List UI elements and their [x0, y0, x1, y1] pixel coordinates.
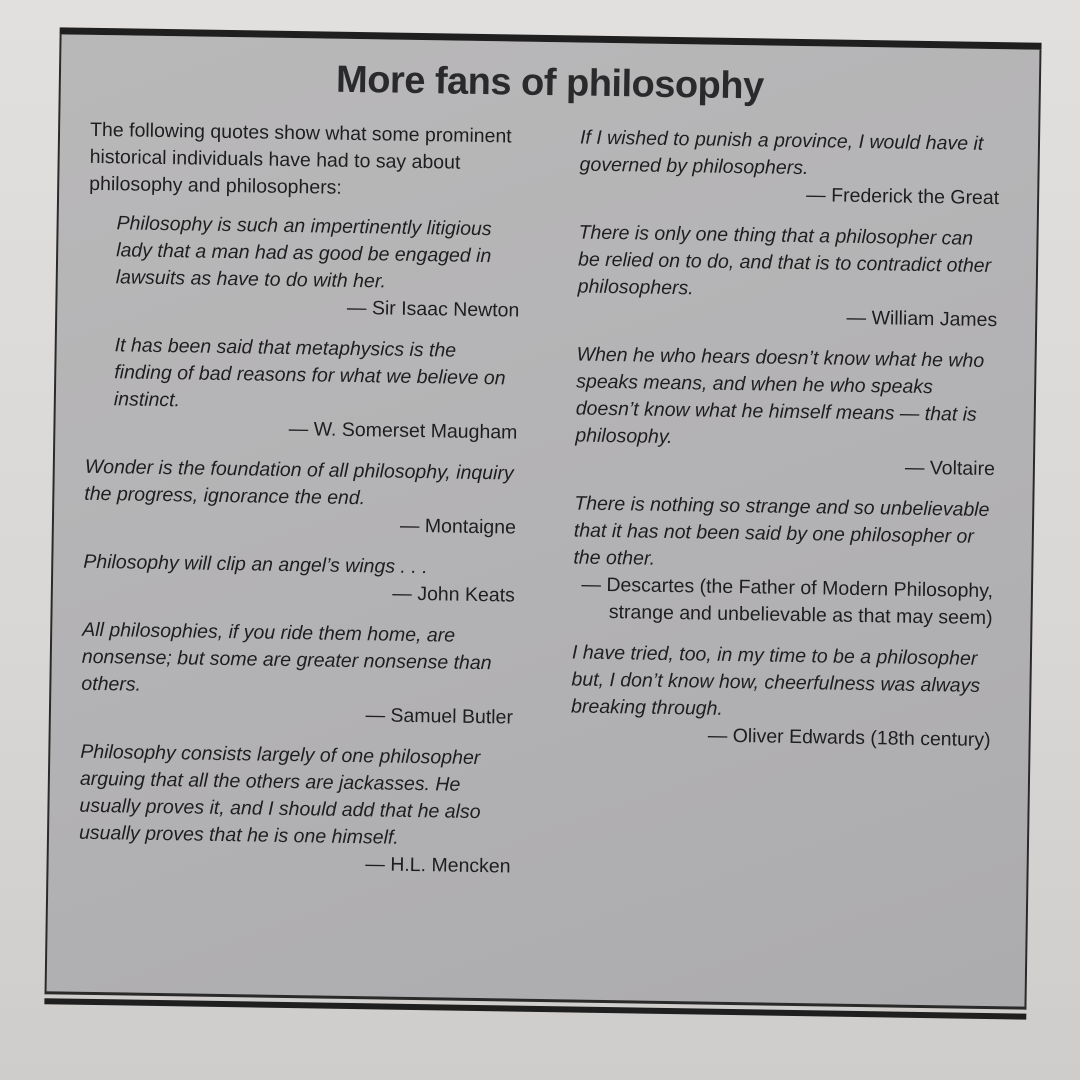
- quote-author: — Frederick the Great: [806, 184, 1000, 210]
- quote-author: — Descartes (the Father of Modern Philosophy, strange and unbelievable as that may seem): [581, 573, 994, 630]
- quote-text: Philosophy is such an impertinently litigious lady that a man had as good be engaged in lawsuits as have to do with her.: [115, 212, 492, 293]
- quote: [572, 490, 994, 632]
- quote-author: — W. Somerset Maugham: [288, 417, 518, 444]
- quote-author: — Samuel Butler: [365, 704, 514, 729]
- quote-author: — John Keats: [392, 582, 516, 607]
- intro-text: The following quotes show what some prominent historical individuals have had to say about philosophy and philosophers:: [89, 118, 512, 199]
- quote-text: It has been said that metaphysics is the finding of bad reasons for what we believe on instinct.: [113, 334, 506, 412]
- quote-text: If I wished to punish a province, I would have it governed by philosophers.: [579, 126, 984, 180]
- quote-author: — William James: [846, 306, 998, 332]
- quote: [81, 617, 515, 732]
- quote-text: I have tried, too, in my time to be a philosopher but, I don’t know how, cheerfulness was always breaking through.: [570, 641, 981, 720]
- quote-text: There is nothing so strange and so unbelievable that it has not been said by one philosopher or the other.: [573, 492, 990, 570]
- quote: [87, 210, 521, 325]
- quote: [83, 549, 516, 610]
- quote-text: Wonder is the foundation of all philosophy, inquiry the progress, ignorance the end.: [84, 455, 514, 510]
- quote: [570, 639, 992, 754]
- left-column: [78, 117, 522, 895]
- quote-text: Philosophy consists largely of one philosopher arguing that all the others are jackasses. He usually proves it, and I should add that he also usually proves that he is one himself.: [78, 740, 481, 849]
- sidebar-box: [45, 34, 1042, 1009]
- quote-author: — Oliver Edwards (18th century): [707, 724, 991, 752]
- quote: [575, 342, 997, 484]
- quote: [579, 125, 1000, 213]
- quote: [85, 332, 519, 447]
- quote: [78, 739, 512, 881]
- quote-author: — H.L. Mencken: [365, 853, 511, 878]
- quote-text: There is only one thing that a philosopher can be relied on to do, and that is to contradict other philosophers.: [577, 221, 992, 300]
- quote-author: — Sir Isaac Newton: [346, 296, 520, 322]
- box-title: More fans of philosophy: [335, 58, 765, 108]
- quote: [577, 220, 999, 335]
- quote: [84, 454, 517, 542]
- right-column: [570, 125, 1000, 769]
- quote-author: — Voltaire: [904, 456, 996, 481]
- quote-text: When he who hears doesn’t know what he who speaks means, and when he who speaks doesn’t know what he himself means — that is philosophy.: [575, 343, 985, 449]
- quote-text: Philosophy will clip an angel’s wings . . .: [83, 550, 428, 579]
- quote-author: — Montaigne: [399, 514, 517, 539]
- quote-text: All philosophies, if you ride them home, are nonsense; but some are greater nonsense than others.: [81, 618, 492, 696]
